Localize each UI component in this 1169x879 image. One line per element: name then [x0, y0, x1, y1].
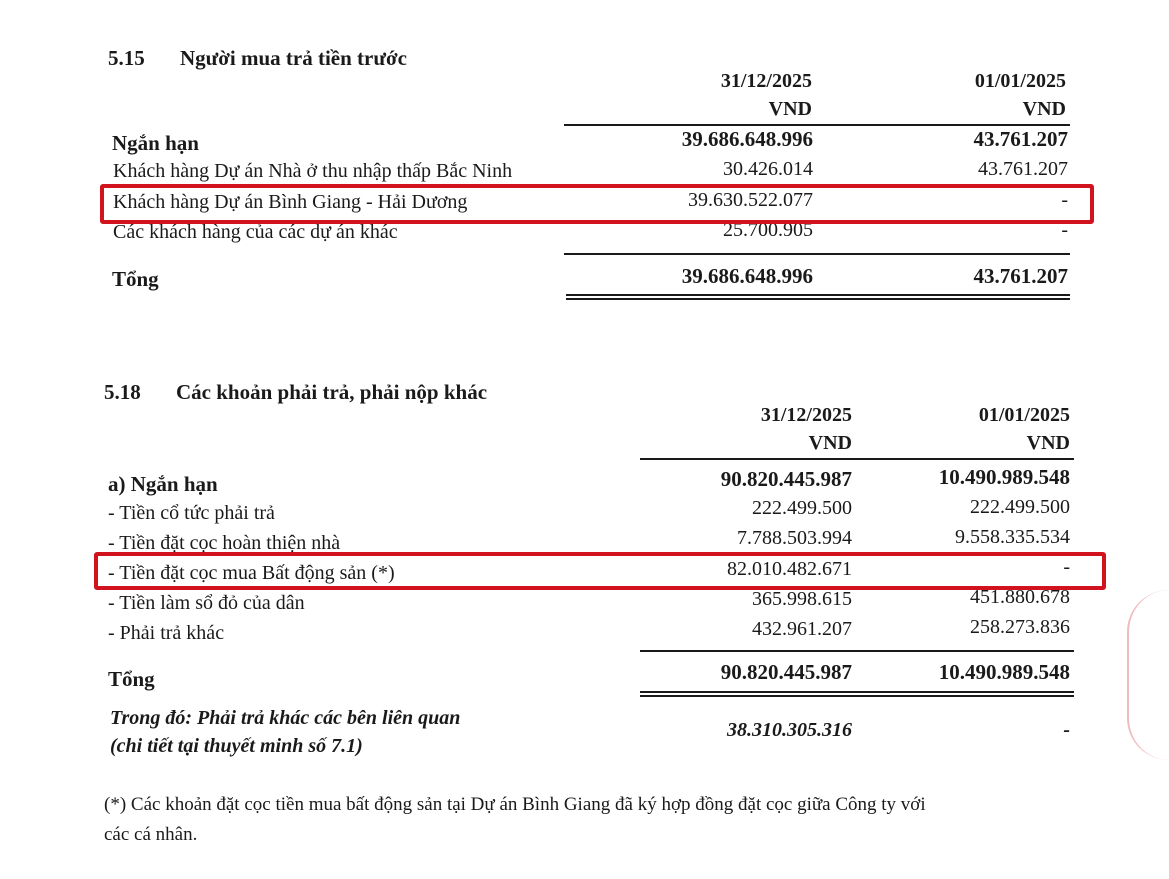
table-row-label: Ngắn hạn	[112, 131, 199, 155]
table-row-value: -	[1063, 556, 1070, 578]
table-row-label: - Tiền cổ tức phải trả	[108, 502, 275, 524]
table-row-label: - Tiền đặt cọc hoàn thiện nhà	[108, 532, 341, 554]
column-header-date: 01/01/2025	[974, 70, 1066, 92]
table-row-label: Khách hàng Dự án Bình Giang - Hải Dương	[113, 191, 468, 213]
header-rule	[564, 124, 1070, 126]
header-rule	[640, 458, 1074, 460]
table-row-value: 258.273.836	[970, 616, 1070, 638]
footnote: các cá nhân.	[104, 824, 198, 845]
stamp-edge	[1127, 590, 1169, 760]
table-row-value: -	[1061, 189, 1068, 211]
table-row-value: 25.700.905	[723, 219, 813, 241]
related-party-label: Trong đó: Phải trả khác các bên liên quan	[110, 707, 461, 729]
column-header-date: 31/12/2025	[760, 404, 852, 426]
total-value: 39.686.648.996	[681, 264, 813, 288]
table-row-label: - Phải trả khác	[108, 622, 225, 644]
table-row-value: -	[1061, 219, 1068, 241]
total-value: 90.820.445.987	[720, 660, 852, 684]
table-row-label: Khách hàng Dự án Nhà ở thu nhập thấp Bắc Ninh	[113, 160, 513, 182]
related-party-value: -	[1063, 719, 1070, 741]
table-row-value: 9.558.335.534	[955, 526, 1070, 548]
total-value: 10.490.989.548	[938, 660, 1070, 684]
section-title: Người mua trả tiền trước	[180, 46, 407, 70]
table-row-value: 39.686.648.996	[681, 127, 813, 151]
table-row-value: 432.961.207	[752, 618, 852, 640]
highlight-box	[100, 184, 1094, 224]
section-number: 5.15	[108, 46, 145, 70]
highlight-box	[94, 552, 1106, 590]
table-row-value: 365.998.615	[752, 588, 852, 610]
column-header-date: 31/12/2025	[720, 70, 812, 92]
total-label: Tổng	[112, 267, 159, 291]
table-row-label: - Tiền đặt cọc mua Bất động sản (*)	[108, 562, 395, 584]
table-row-value: 39.630.522.077	[688, 189, 813, 211]
table-row-value: 43.761.207	[973, 127, 1068, 151]
section-title: Các khoản phải trả, phải nộp khác	[176, 380, 488, 404]
table-row-value: 7.788.503.994	[737, 527, 852, 549]
table-row-value: 43.761.207	[978, 158, 1068, 180]
footnote: (*) Các khoản đặt cọc tiền mua bất động sản tại Dự án Bình Giang đã ký hợp đồng đặt cọc giữa Công ty với	[104, 794, 926, 815]
table-row-value: 30.426.014	[723, 158, 813, 180]
double-underline	[640, 691, 1074, 697]
table-row-label: a) Ngắn hạn	[108, 472, 218, 496]
table-row-label: Các khách hàng của các dự án khác	[113, 221, 398, 243]
column-header-date: 01/01/2025	[978, 404, 1070, 426]
section-number: 5.18	[104, 380, 141, 404]
column-header-unit: VND	[1026, 432, 1070, 454]
column-header-unit: VND	[808, 432, 852, 454]
column-header-unit: VND	[1022, 98, 1066, 120]
related-party-value: 38.310.305.316	[727, 719, 852, 741]
total-label: Tổng	[108, 667, 155, 691]
column-header-unit: VND	[768, 98, 812, 120]
table-row-value: 222.499.500	[970, 496, 1070, 518]
total-rule	[564, 253, 1070, 255]
table-row-label: - Tiền làm sổ đỏ của dân	[108, 592, 305, 614]
table-row-value: 90.820.445.987	[720, 467, 852, 491]
related-party-note: (chi tiết tại thuyết minh số 7.1)	[110, 735, 363, 757]
double-underline	[566, 294, 1070, 300]
total-value: 43.761.207	[973, 264, 1068, 288]
table-row-value: 222.499.500	[752, 497, 852, 519]
table-row-value: 82.010.482.671	[727, 558, 852, 580]
total-rule	[640, 650, 1074, 652]
table-row-value: 10.490.989.548	[938, 465, 1070, 489]
table-row-value: 451.880.678	[970, 586, 1070, 608]
